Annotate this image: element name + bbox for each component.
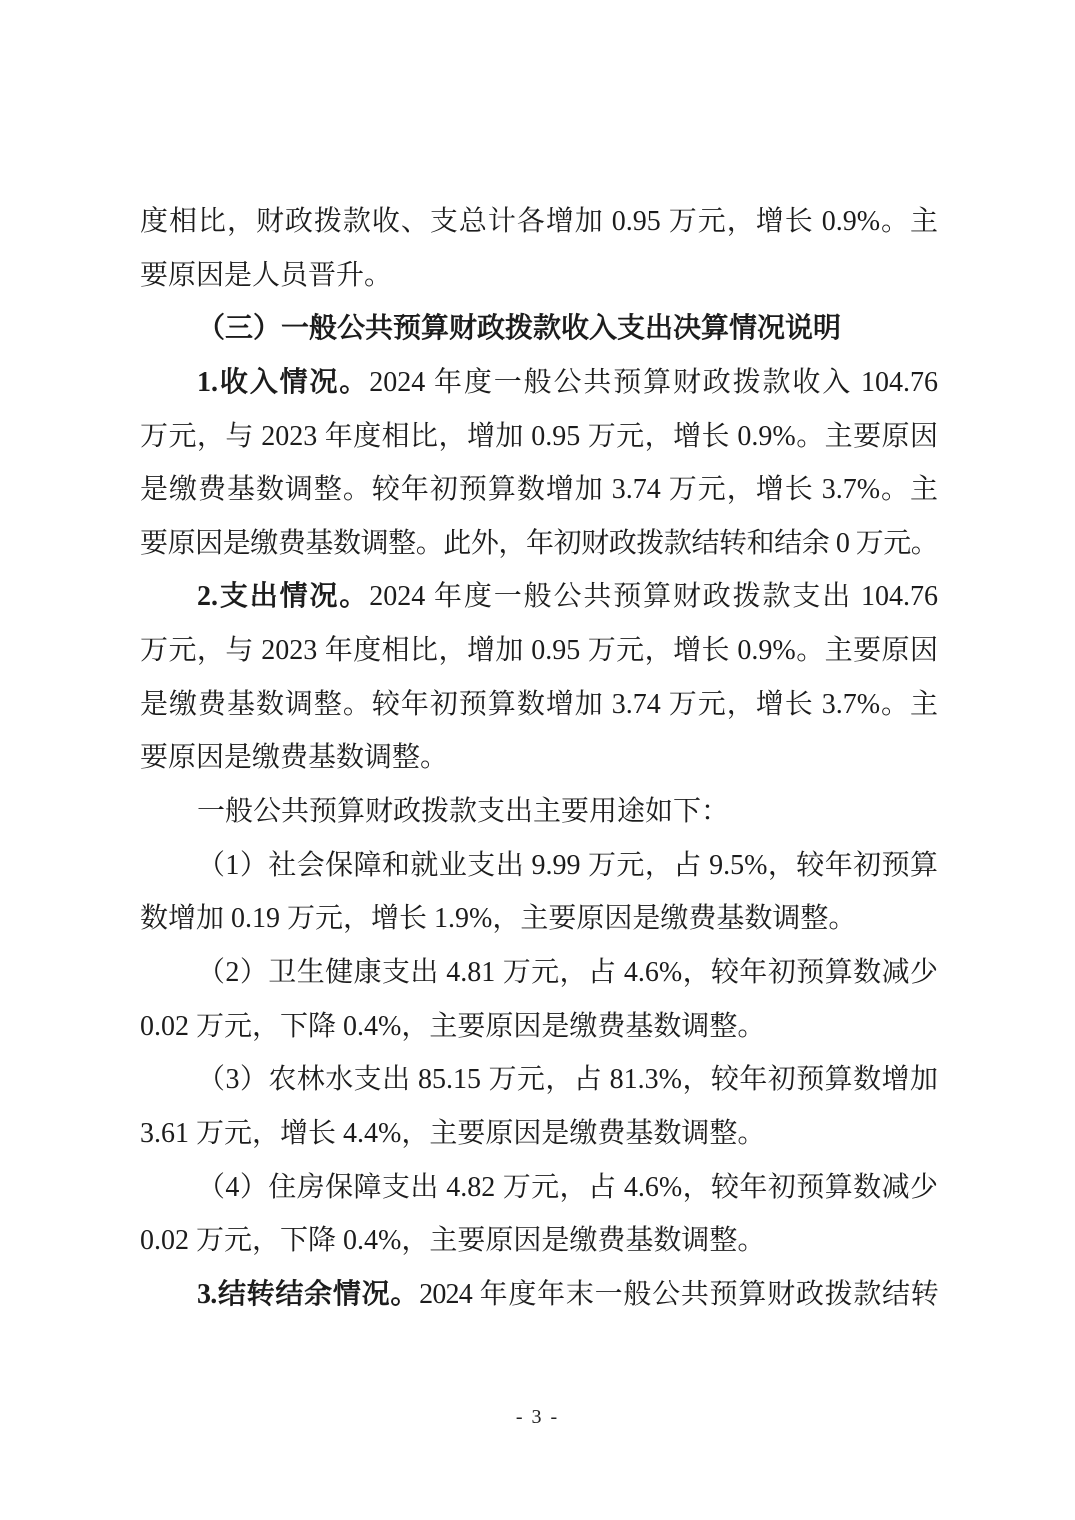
item-1-social-security-line-2: 数增加 0.19 万元，增长 1.9%，主要原因是缴费基数调整。: [140, 903, 857, 935]
expenditure-text-run: 2024 年度一般公共预算财政拨款支出 104.76: [369, 581, 938, 613]
usage-intro-line: 一般公共预算财政拨款支出主要用途如下：: [197, 796, 730, 828]
expenditure-paragraph-line-2: 万元，与 2023 年度相比，增加 0.95 万元，增长 0.9%。主要原因: [140, 635, 938, 667]
item-3-agriculture-line-2: 3.61 万元，增长 4.4%，主要原因是缴费基数调整。: [140, 1117, 766, 1149]
paragraph-line-overflow-1: 度相比，财政拨款收、支总计各增加 0.95 万元，增长 0.9%。主: [140, 206, 938, 237]
item-1-social-security-line-1: （1）社会保障和就业支出 9.99 万元，占 9.5%，较年初预算: [197, 849, 938, 881]
paragraph-line-overflow-2: 要原因是人员晋升。: [140, 259, 393, 291]
section-3-heading: （三）一般公共预算财政拨款收入支出决算情况说明: [197, 313, 842, 345]
expenditure-run-in-heading: 2.支出情况。: [197, 581, 370, 613]
income-run-in-heading: 1.收入情况。: [197, 366, 370, 398]
income-text-run: 2024 年度一般公共预算财政拨款收入 104.76: [369, 366, 938, 398]
carryover-paragraph-line-1: [140, 1268, 938, 1322]
income-paragraph-line-2: 万元，与 2023 年度相比，增加 0.95 万元，增长 0.9%。主要原因: [140, 420, 938, 452]
page-number: - 3 -: [515, 1406, 560, 1428]
item-4-housing-line-1: （4）住房保障支出 4.82 万元，占 4.6%，较年初预算数减少: [197, 1171, 938, 1203]
item-4-housing-line-2: 0.02 万元，下降 0.4%，主要原因是缴费基数调整。: [140, 1225, 766, 1257]
expenditure-paragraph-line-1: [140, 570, 938, 624]
expenditure-paragraph-line-4: 要原因是缴费基数调整。: [140, 742, 449, 774]
carryover-text-run: 2024 年度年末一般公共预算财政拨款结转: [419, 1278, 938, 1310]
item-2-health-line-1: （2）卫生健康支出 4.81 万元，占 4.6%，较年初预算数减少: [197, 956, 938, 988]
document-body: [140, 195, 938, 1321]
item-2-health-line-2: 0.02 万元，下降 0.4%，主要原因是缴费基数调整。: [140, 1010, 766, 1042]
expenditure-paragraph-line-3: 是缴费基数调整。较年初预算数增加 3.74 万元，增长 3.7%。主: [140, 688, 938, 720]
carryover-run-in-heading: 3.结转结余情况。: [197, 1278, 420, 1310]
income-paragraph-line-4: 要原因是缴费基数调整。此外，年初财政拨款结转和结余 0 万元。: [140, 527, 938, 559]
income-paragraph-line-3: 是缴费基数调整。较年初预算数增加 3.74 万元，增长 3.7%。主: [140, 474, 938, 506]
income-paragraph-line-1: [140, 356, 938, 410]
item-3-agriculture-line-1: （3）农林水支出 85.15 万元，占 81.3%，较年初预算数增加: [197, 1064, 938, 1096]
